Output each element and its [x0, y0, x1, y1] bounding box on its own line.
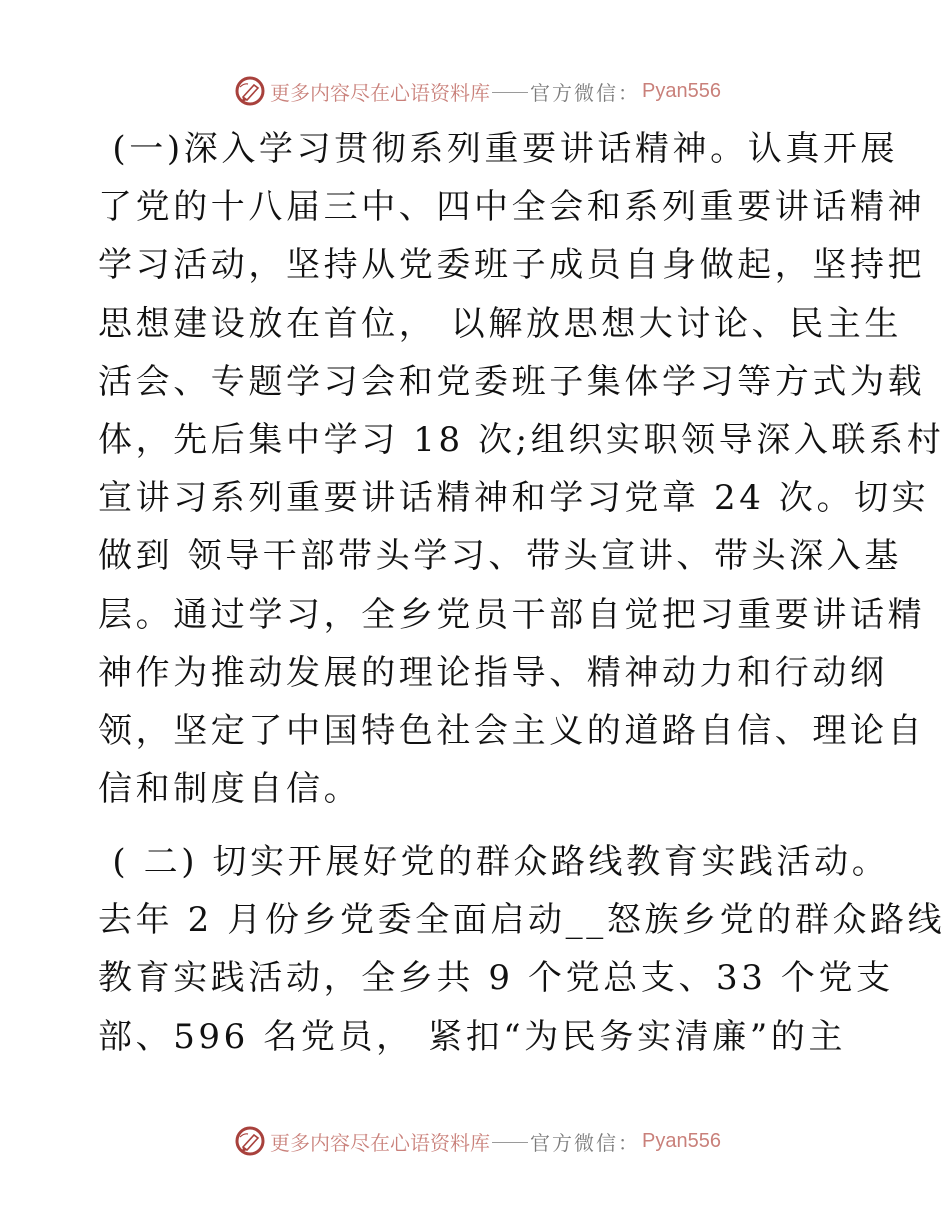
paragraph-1 [98, 120, 945, 818]
text-line: 去年 2 月份乡党委全面启动__怒族乡党的群众路线 [98, 900, 946, 941]
text-line: 领，坚定了中国特色社会主义的道路自信、理论自 [98, 710, 926, 751]
paragraph-2 [98, 833, 946, 1066]
text-line: 信和制度自信。 [98, 769, 362, 810]
watermark-wechat-id: Pyan556 [642, 1129, 721, 1152]
text-line: 宣讲习系列重要讲话精神和学习党章 24 次。切实 [98, 478, 930, 519]
watermark-official-label: 官方微信： [530, 80, 640, 105]
watermark-official-label: 官方微信： [530, 1130, 640, 1155]
text-line: 活会、专题学习会和党委班子集体学习等方式为载 [98, 361, 926, 402]
text-line: (一)深入学习贯彻系列重要讲话精神。认真开展 [98, 129, 899, 169]
pen-circle-logo-icon [234, 75, 266, 107]
pen-circle-logo-icon [234, 1125, 266, 1157]
text-line: 体，先后集中学习 18 次;组织实职领导深入联系村 [98, 419, 945, 460]
watermark-brand-text: 更多内容尽在心语资料库 [270, 80, 490, 105]
text-line: 学习活动，坚持从党委班子成员自身做起，坚持把 [98, 245, 926, 286]
watermark-header [234, 74, 721, 108]
watermark-divider [492, 92, 528, 93]
watermark-brand-text: 更多内容尽在心语资料库 [270, 1130, 490, 1155]
text-line: ( 二) 切实开展好党的群众路线教育实践活动。 [98, 842, 890, 882]
text-line: 部、596 名党员， 紧扣“为民务实清廉”的主 [98, 1016, 847, 1057]
text-line: 思想建设放在首位， 以解放思想大讨论、民主生 [98, 303, 903, 344]
text-line: 做到 领导干部带头学习、带头宣讲、带头深入基 [98, 536, 903, 577]
watermark-divider [492, 1142, 528, 1143]
watermark-footer [234, 1124, 721, 1158]
text-line: 神作为推动发展的理论指导、精神动力和行动纲 [98, 652, 888, 693]
text-line: 教育实践活动，全乡共 9 个党总支、33 个党支 [98, 958, 894, 999]
text-line: 层。通过学习，全乡党员干部自觉把习重要讲话精 [98, 594, 926, 635]
watermark-wechat-id: Pyan556 [642, 79, 721, 102]
text-line: 了党的十八届三中、四中全会和系列重要讲话精神 [98, 187, 926, 228]
